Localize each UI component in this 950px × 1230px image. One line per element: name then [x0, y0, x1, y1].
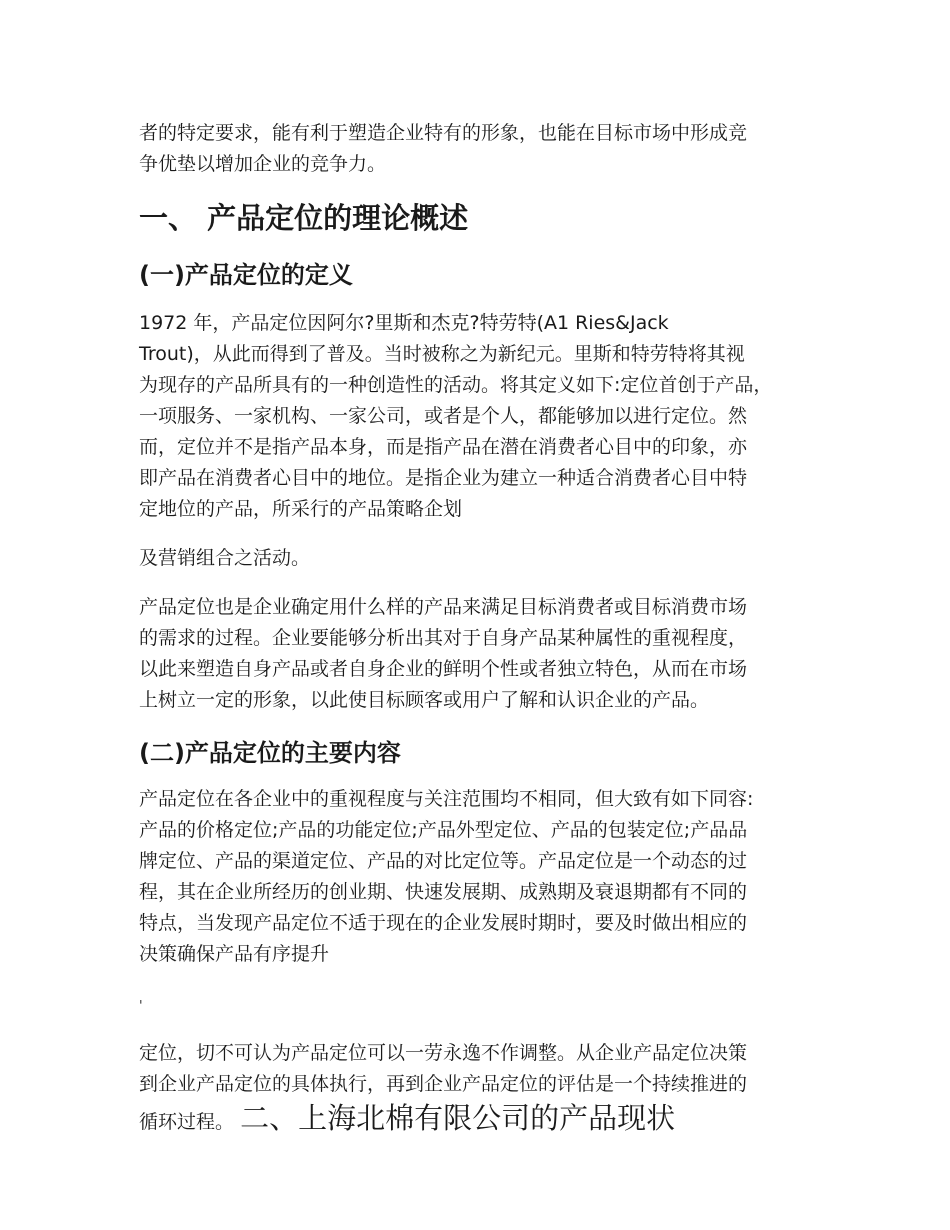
text-line: 特点，当发现产品定位不适于现在的企业发展时期时，要及时做出相应的 — [139, 912, 748, 934]
text-line: 及营销组合之活动。 — [139, 547, 311, 569]
content-paragraph — [139, 784, 819, 970]
positioning-paragraph — [139, 592, 819, 716]
text-line-with-heading — [139, 1100, 819, 1140]
text-line: 的需求的过程。企业要能够分析出其对于自身产品某种属性的重视程度， — [139, 627, 748, 649]
text-line: 牌定位、产品的渠道定位、产品的对比定位等。产品定位是一个动态的过 — [139, 850, 748, 872]
stray-mark: ' — [139, 999, 143, 1014]
text-line: 1972 年，产品定位因阿尔?里斯和杰克?特劳特(A1 Ries&Jack — [139, 312, 669, 334]
closing-paragraph — [139, 1038, 819, 1140]
subsection-heading-2: (二)产品定位的主要内容 — [139, 739, 401, 767]
text-line: 者的特定要求，能有利于塑造企业特有的形象，也能在目标市场中形成竞 — [139, 122, 748, 144]
section-heading-2: 二、上海北棉有限公司的产品现状 — [240, 1101, 676, 1135]
text-line: 产品定位也是企业确定用什么样的产品来满足目标消费者或目标消费市场 — [139, 596, 748, 618]
text-line: 以此来塑造自身产品或者自身企业的鲜明个性或者独立特色，从而在市场 — [139, 658, 748, 680]
subsection-heading-1: (一)产品定位的定义 — [139, 261, 353, 289]
text-line: 而，定位并不是指产品本身，而是指产品在潜在消费者心目中的印象，亦 — [139, 436, 748, 458]
page-content — [139, 118, 819, 1140]
intro-paragraph — [139, 118, 819, 180]
text-line: 决策确保产品有序提升 — [139, 943, 330, 965]
text-line: 到企业产品定位的具体执行，再到企业产品定位的评估是一个持续推进的 — [139, 1073, 748, 1095]
text-line: 上树立一定的形象，以此使目标顾客或用户了解和认识企业的产品。 — [139, 689, 710, 711]
text-line: 为现存的产品所具有的一种创造性的活动。将其定义如下:定位首创于产品， — [139, 374, 773, 396]
section-heading-1: 一、 产品定位的理论概述 — [139, 201, 469, 235]
text-line: 定地位的产品，所采行的产品策略企划 — [139, 498, 463, 520]
text-line: 定位，切不可认为产品定位可以一劳永逸不作调整。从企业产品定位决策 — [139, 1042, 748, 1064]
text-line: 一项服务、一家机构、一家公司，或者是个人，都能够加以进行定位。然 — [139, 405, 748, 427]
text-fragment: 循环过程。 — [139, 1111, 235, 1133]
text-line: 程，其在企业所经历的创业期、快速发展期、成熟期及衰退期都有不同的 — [139, 881, 748, 903]
text-line: Trout)，从此而得到了普及。当时被称之为新纪元。里斯和特劳特将其视 — [139, 343, 745, 365]
text-line: 争优垫以增加企业的竞争力。 — [139, 153, 387, 175]
text-line: 即产品在消费者心目中的地位。是指企业为建立一种适合消费者心目中特 — [139, 467, 748, 489]
definition-paragraph — [139, 308, 819, 525]
text-line: 产品的价格定位;产品的功能定位;产品外型定位、产品的包装定位;产品品 — [139, 819, 748, 841]
text-line: 产品定位在各企业中的重视程度与关注范围均不相同，但大致有如下同容: — [139, 788, 754, 810]
